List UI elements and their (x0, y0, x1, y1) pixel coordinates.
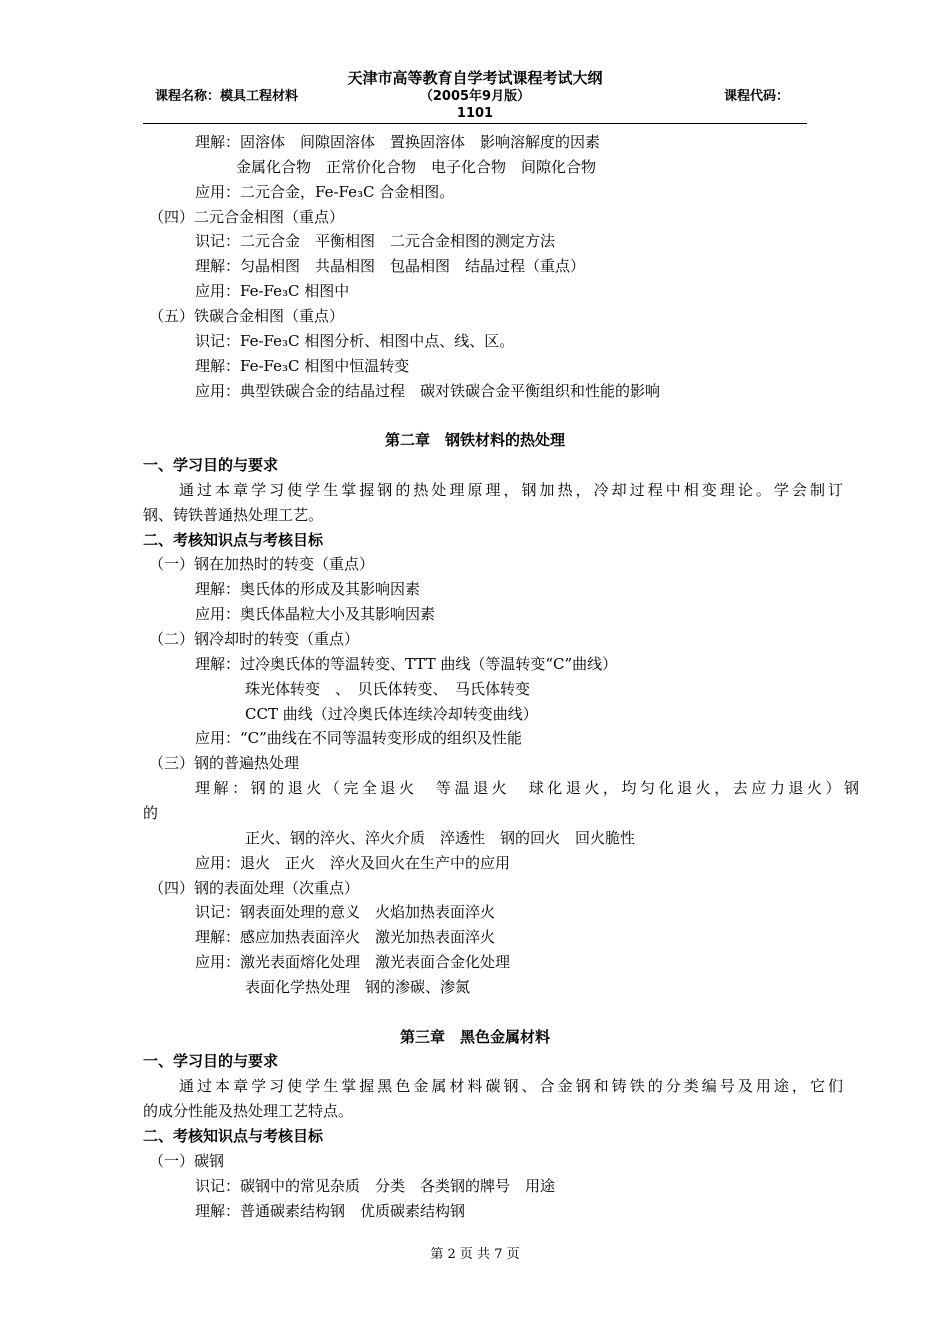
text-line: 理解：过冷奥氏体的等温转变、TTT 曲线（等温转变“C”曲线） (195, 654, 618, 673)
heading-line: 第三章 黑色金属材料 (399, 1027, 550, 1046)
text-line: 通过本章学习使学生掌握黑色金属材料碳钢、合金钢和铸铁的分类编号及用途，它们 (179, 1077, 843, 1096)
text-line: 识记：Fe-Fe₃C 相图分析、相图中点、线、区。 (195, 331, 515, 350)
text-line: CCT 曲线（过冷奥氏体连续冷却转变曲线） (245, 704, 538, 723)
heading-line: 一、学习目的与要求 (143, 456, 279, 475)
text-line: 理解：感应加热表面淬火 激光加热表面淬火 (195, 928, 496, 947)
text-line: 的 (143, 803, 159, 822)
text-line: （一）碳钢 (149, 1151, 225, 1170)
text-line: 金属化合物 正常价化合物 电子化合物 间隙化合物 (236, 157, 597, 176)
page-footer: 第 2 页 共 7 页 (430, 1247, 520, 1262)
document-title: 天津市高等教育自学考试课程考试大纲 (347, 69, 603, 87)
text-line: （三）钢的普遍热处理 (149, 754, 300, 773)
text-line: 识记：二元合金 平衡相图 二元合金相图的测定方法 (195, 232, 556, 251)
text-line: 通过本章学习使学生掌握钢的热处理原理，钢加热，冷却过程中相变理论。学会制订 (179, 480, 843, 499)
text-line: （四）钢的表面处理（次重点） (149, 878, 360, 897)
text-line: 表面化学热处理 钢的渗碳、渗氮 (245, 977, 471, 996)
text-line: 理解：普通碳素结构钢 优质碳素结构钢 (195, 1201, 466, 1220)
heading-line: 二、考核知识点与考核目标 (143, 1127, 324, 1145)
text-line: 珠光体转变 、 贝氏体转变、 马氏体转变 (245, 679, 531, 698)
header-rule (143, 123, 807, 124)
course-name: 课程名称：模具工程材料 (155, 89, 299, 104)
text-line: 应用：退火 正火 淬火及回火在生产中的应用 (195, 853, 511, 872)
text-line: （一）钢在加热时的转变（重点） (149, 555, 375, 574)
text-line (143, 1000, 807, 1025)
text-line: 应用：二元合金，Fe-Fe₃C 合金相图。 (195, 182, 455, 201)
text-line: （四）二元合金相图（重点） (149, 207, 345, 226)
text-line: 识记：碳钢中的常见杂质 分类 各类钢的牌号 用途 (195, 1176, 556, 1195)
course-code-value: 1101 (456, 106, 494, 121)
text-line: 应用：激光表面熔化处理 激光表面合金化处理 (195, 953, 511, 972)
text-line: 识记：钢表面处理的意义 火焰加热表面淬火 (195, 903, 496, 922)
text-line: 应用：“C”曲线在不同等温转变形成的组织及性能 (195, 729, 522, 748)
text-line: 应用：奥氏体晶粒大小及其影响因素 (195, 605, 436, 624)
text-line: 钢、铸铁普通热处理工艺。 (143, 505, 324, 524)
text-line: 理解：Fe-Fe₃C 相图中恒温转变 (195, 356, 410, 375)
heading-line: 一、学习目的与要求 (143, 1052, 279, 1071)
text-line: （二）钢冷却时的转变（重点） (149, 630, 360, 648)
course-code-label: 课程代码： (724, 89, 790, 104)
text-line: 正火、钢的淬火、淬火介质 淬透性 钢的回火 回火脆性 (245, 828, 636, 847)
text-line: 应用：Fe-Fe₃C 相图中 (195, 282, 350, 301)
text-line (143, 403, 807, 428)
text-line: 理解：匀晶相图 共晶相图 包晶相图 结晶过程（重点） (195, 257, 586, 276)
text-line: 理解：固溶体 间隙固溶体 置换固溶体 影响溶解度的因素 (195, 133, 601, 151)
text-line: 理解：钢的退火（完全退火 等温退火 球化退火，均匀化退火，去应力退火）钢 (195, 779, 859, 798)
text-line: 应用：典型铁碳合金的结晶过程 碳对铁碳合金平衡组织和性能的影响 (195, 381, 661, 400)
edition-label: （2005年9月版） (419, 89, 531, 104)
text-line: 理解：奥氏体的形成及其影响因素 (195, 580, 421, 599)
text-line: 的成分性能及热处理工艺特点。 (143, 1102, 354, 1121)
heading-line: 二、考核知识点与考核目标 (143, 530, 324, 549)
text-line: （五）铁碳合金相图（重点） (149, 306, 345, 325)
heading-line: 第二章 钢铁材料的热处理 (384, 431, 565, 450)
